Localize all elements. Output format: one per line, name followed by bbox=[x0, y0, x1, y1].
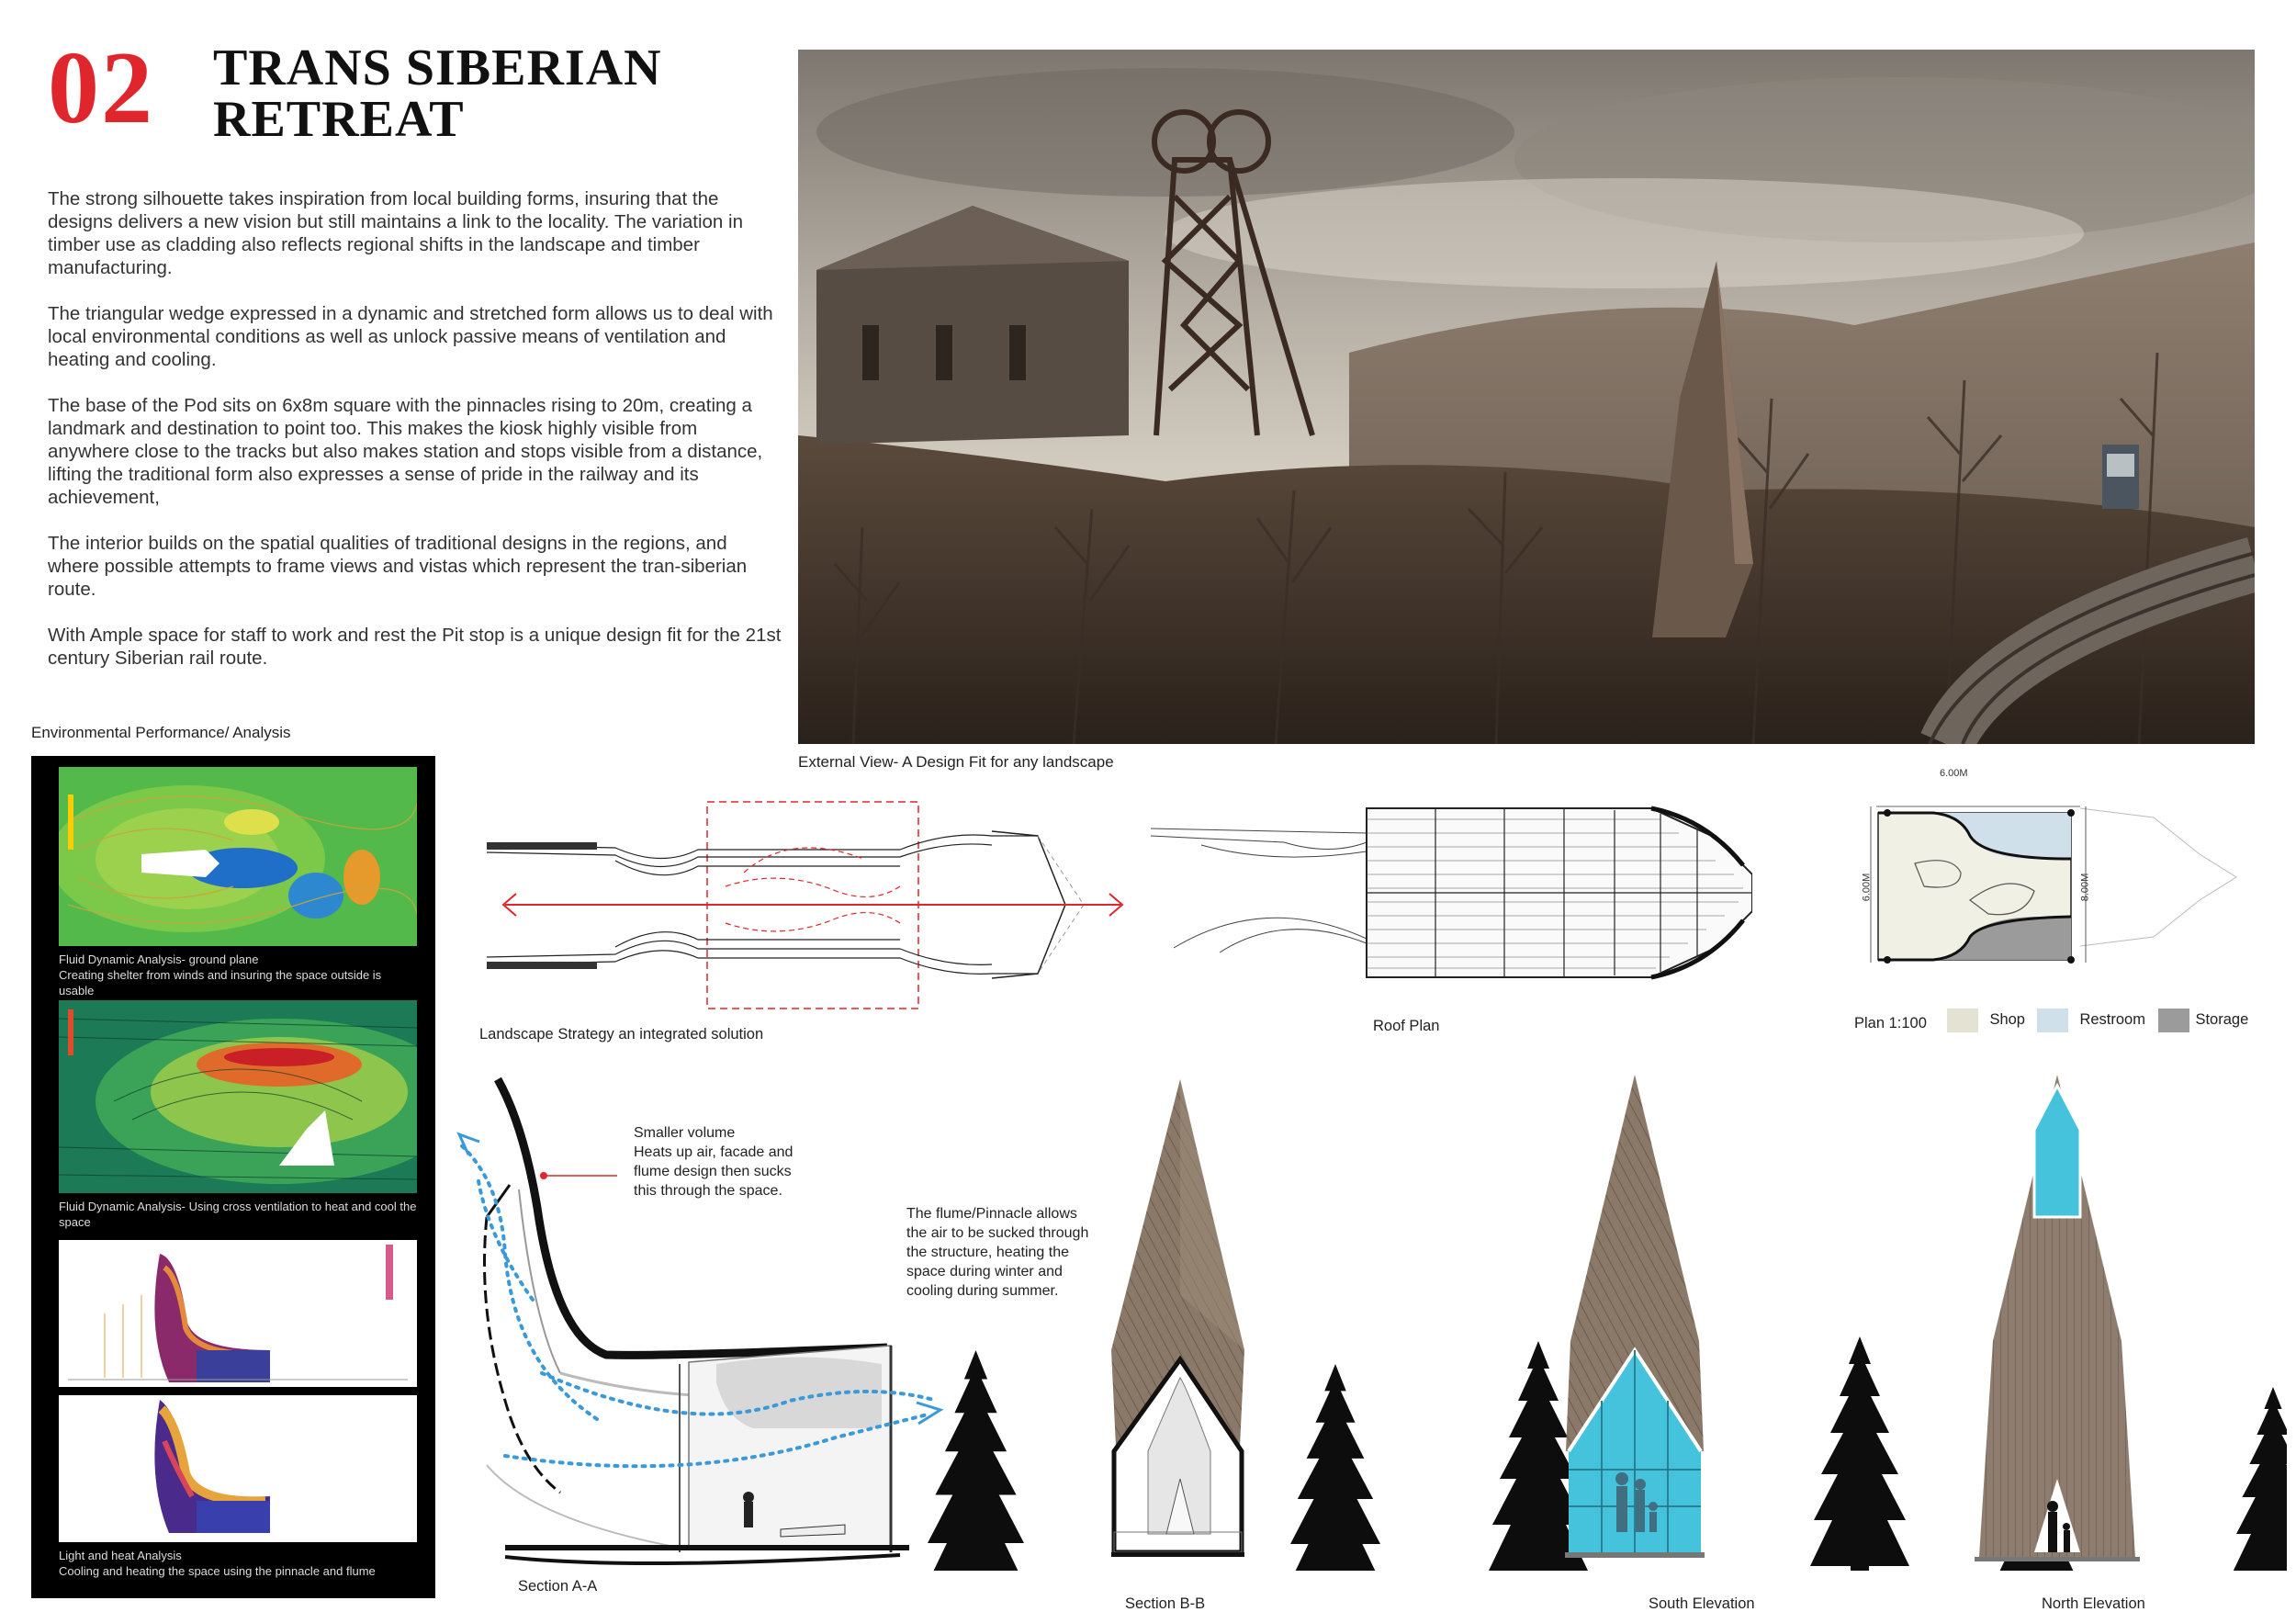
cfd-ground-plane-image bbox=[59, 767, 417, 946]
description-text bbox=[48, 187, 782, 693]
landscape-strategy-label: Landscape Strategy an integrated solution bbox=[479, 1026, 764, 1043]
south-elevation-figure bbox=[1565, 1075, 1705, 1558]
legend-restroom bbox=[2037, 1009, 2145, 1032]
paragraph-3: The base of the Pod sits on 6x8m square with the pinnacles rising to 20m, creating a landmark and destination to point too. This makes the kiosk highly visible from anywhere close to the tracks but also makes station and stops visible from a distance, lifting the traditional form also expresses a sense of pride in the railway and its achievement, bbox=[48, 395, 763, 508]
light-analysis-image-2 bbox=[59, 1395, 417, 1542]
env-heading: Environmental Performance/ Analysis bbox=[31, 724, 291, 741]
project-number: 02 bbox=[48, 31, 154, 145]
annotation-smaller-volume: Smaller volume Heats up air, facade and flume design then sucks this through the space. bbox=[634, 1125, 793, 1199]
legend-storage bbox=[2158, 1009, 2248, 1032]
legend-label-storage: Storage bbox=[2195, 1011, 2249, 1029]
paragraph-2: The triangular wedge expressed in a dynamic and stretched form allows us to deal with local environmental conditions as well as unlock passive means of ventilation and heating and cooling. bbox=[48, 303, 773, 370]
south-elevation-label: South Elevation bbox=[1649, 1595, 1755, 1612]
legend-swatch-storage bbox=[2158, 1009, 2189, 1032]
title-line-1: TRANS SIBERIAN bbox=[213, 39, 662, 96]
north-elevation-label: North Elevation bbox=[2042, 1595, 2145, 1612]
legend-label-restroom: Restroom bbox=[2079, 1011, 2145, 1029]
paragraph-4: The interior builds on the spatial qualities of traditional designs in the regions, and where possible attempts to frame views and vistas which represent the tran-siberian route. bbox=[48, 533, 748, 600]
env-analysis-panel bbox=[31, 756, 435, 1598]
section-bb-label: Section B-B bbox=[1125, 1595, 1206, 1612]
legend-shop bbox=[1947, 1009, 2025, 1032]
paragraph-1: The strong silhouette takes inspiration from local building forms, insuring that the designs delivers a new vision but still maintains a link to the locality. The variation in timber use as cladding also reflects regional shifts in the landscape and timber manufacturing. bbox=[48, 188, 743, 278]
plan-dim-left: 6.00M bbox=[1861, 873, 1873, 902]
legend-swatch-restroom bbox=[2037, 1009, 2068, 1032]
project-title bbox=[213, 39, 662, 148]
light-analysis-image-1 bbox=[59, 1240, 417, 1387]
external-view-photo bbox=[798, 50, 2255, 744]
annotation-flume: The flume/Pinnacle allows the air to be sucked through the structure, heating the space during winter and cooling during summer. bbox=[906, 1206, 1089, 1299]
section-aa-label: Section A-A bbox=[518, 1578, 598, 1595]
floor-plan-drawing bbox=[1851, 772, 2255, 983]
cfd-ventilation-caption: Fluid Dynamic Analysis- Using cross ventilation to heat and cool the space bbox=[59, 1200, 417, 1229]
roof-plan-label: Roof Plan bbox=[1373, 1018, 1440, 1034]
landscape-strategy-drawing bbox=[478, 795, 1139, 1015]
title-line-2: RETREAT bbox=[213, 91, 465, 148]
north-elevation-figure bbox=[1975, 1075, 2140, 1561]
photo-caption: External View- A Design Fit for any landscape bbox=[798, 753, 1114, 771]
plan-label: Plan 1:100 bbox=[1854, 1015, 1927, 1031]
legend-swatch-shop bbox=[1947, 1009, 1978, 1032]
section-bb-figure bbox=[1111, 1079, 1244, 1557]
elevations-row bbox=[928, 1075, 2287, 1571]
paragraph-5: With Ample space for staff to work and rest the Pit stop is a unique design fit for the 21st century Siberian rail route. bbox=[48, 625, 782, 669]
light-analysis-caption: Light and heat Analysis Cooling and heating the space using the pinnacle and flume bbox=[59, 1549, 376, 1578]
roof-plan-drawing bbox=[1146, 801, 1752, 985]
plan-dim-right: 8.00M bbox=[2079, 873, 2091, 902]
cfd-ventilation-image bbox=[59, 1000, 417, 1193]
plan-dim-top: 6.00M bbox=[1940, 768, 1968, 779]
cfd-ground-caption: Fluid Dynamic Analysis- ground plane Creating shelter from winds and insuring the space outside is usable bbox=[59, 952, 382, 997]
legend-label-shop: Shop bbox=[1989, 1011, 2025, 1029]
